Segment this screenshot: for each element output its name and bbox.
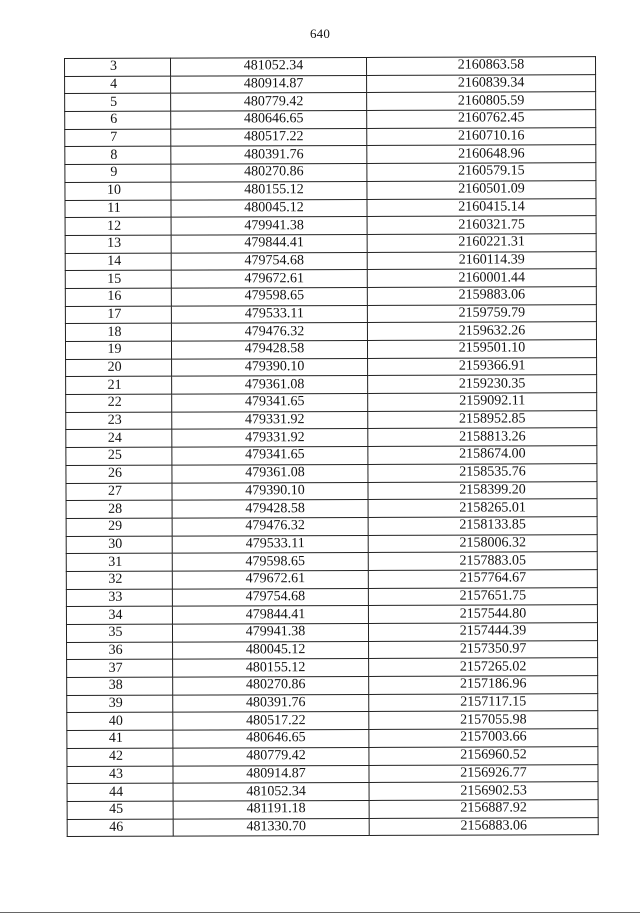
- x-coordinate-cell: 481191.18: [173, 800, 369, 818]
- x-coordinate-cell: 479598.65: [172, 553, 368, 571]
- y-coordinate-cell: 2157265.02: [369, 658, 598, 676]
- table-row: [65, 251, 596, 271]
- y-coordinate-cell: 2159092.11: [368, 393, 597, 411]
- point-number-cell: 25: [66, 447, 172, 465]
- y-coordinate-cell: 2157055.98: [369, 711, 598, 729]
- table-row: [67, 746, 598, 766]
- x-coordinate-cell: 479844.41: [171, 234, 367, 252]
- y-coordinate-cell: 2160415.14: [367, 198, 596, 216]
- x-coordinate-cell: 479428.58: [171, 340, 367, 358]
- table-row: [67, 764, 598, 784]
- table-row: [67, 640, 598, 660]
- table-row: [66, 463, 597, 483]
- point-number-cell: 35: [66, 624, 172, 642]
- y-coordinate-cell: 2159230.35: [368, 375, 597, 393]
- y-coordinate-cell: 2156902.53: [369, 782, 598, 800]
- table-row: [65, 269, 596, 289]
- x-coordinate-cell: 479672.61: [171, 270, 367, 288]
- table-row: [65, 304, 596, 324]
- point-number-cell: 39: [67, 695, 173, 713]
- x-coordinate-cell: 480646.65: [171, 111, 367, 129]
- point-number-cell: 4: [65, 76, 171, 94]
- y-coordinate-cell: 2158399.20: [368, 481, 597, 499]
- table-row: [65, 92, 596, 112]
- y-coordinate-cell: 2159759.79: [367, 304, 596, 322]
- y-coordinate-cell: 2160501.09: [367, 180, 596, 198]
- x-coordinate-cell: 479598.65: [171, 287, 367, 305]
- point-number-cell: 38: [67, 677, 173, 695]
- y-coordinate-cell: 2160839.34: [367, 74, 596, 92]
- x-coordinate-cell: 480517.22: [171, 128, 367, 146]
- table-row: [67, 782, 598, 802]
- table-row: [67, 711, 598, 731]
- table-row: [66, 517, 597, 537]
- y-coordinate-cell: 2158006.32: [368, 534, 597, 552]
- table-row: [66, 623, 597, 643]
- y-coordinate-cell: 2159366.91: [368, 357, 597, 375]
- y-coordinate-cell: 2160710.16: [367, 127, 596, 145]
- point-number-cell: 26: [66, 465, 172, 483]
- x-coordinate-cell: 479476.32: [171, 323, 367, 341]
- y-coordinate-cell: 2159883.06: [367, 287, 596, 305]
- table-row: [66, 357, 597, 377]
- point-number-cell: 33: [66, 589, 172, 607]
- x-coordinate-cell: 479476.32: [172, 517, 368, 535]
- table-row: [67, 817, 598, 837]
- point-number-cell: 20: [66, 359, 172, 377]
- x-coordinate-cell: 481052.34: [173, 783, 369, 801]
- x-coordinate-cell: 480779.42: [171, 93, 367, 111]
- table-row: [65, 180, 596, 200]
- y-coordinate-cell: 2157186.96: [369, 676, 598, 694]
- x-coordinate-cell: 479361.08: [172, 464, 368, 482]
- x-coordinate-cell: 480914.87: [173, 765, 369, 783]
- y-coordinate-cell: 2160579.15: [367, 163, 596, 181]
- point-number-cell: 24: [66, 430, 172, 448]
- y-coordinate-cell: 2158133.85: [368, 517, 597, 535]
- point-number-cell: 41: [67, 730, 173, 748]
- y-coordinate-cell: 2157117.15: [369, 693, 598, 711]
- x-coordinate-cell: 480779.42: [173, 747, 369, 765]
- y-coordinate-cell: 2160001.44: [367, 269, 596, 287]
- point-number-cell: 29: [66, 518, 172, 536]
- table-row: [65, 110, 596, 130]
- y-coordinate-cell: 2160762.45: [367, 110, 596, 128]
- table-row: [67, 800, 598, 820]
- x-coordinate-cell: 479361.08: [172, 376, 368, 394]
- x-coordinate-cell: 479341.65: [172, 394, 368, 412]
- y-coordinate-cell: 2157651.75: [368, 587, 597, 605]
- point-number-cell: 6: [65, 111, 171, 129]
- y-coordinate-cell: 2158674.00: [368, 446, 597, 464]
- table-row: [66, 446, 597, 466]
- point-number-cell: 28: [66, 500, 172, 518]
- x-coordinate-cell: 479533.11: [172, 535, 368, 553]
- point-number-cell: 14: [65, 253, 171, 271]
- table-row: [66, 375, 597, 395]
- table-row: [66, 570, 597, 590]
- table-row: [67, 676, 598, 696]
- point-number-cell: 31: [66, 553, 172, 571]
- y-coordinate-cell: 2157883.05: [368, 552, 597, 570]
- point-number-cell: 34: [66, 606, 172, 624]
- y-coordinate-cell: 2160321.75: [367, 216, 596, 234]
- y-coordinate-cell: 2158952.85: [368, 410, 597, 428]
- point-number-cell: 8: [65, 147, 171, 165]
- y-coordinate-cell: 2159501.10: [367, 340, 596, 358]
- table-row: [65, 57, 596, 77]
- y-coordinate-cell: 2157350.97: [369, 640, 598, 658]
- x-coordinate-cell: 479754.68: [171, 252, 367, 270]
- x-coordinate-cell: 479844.41: [172, 606, 368, 624]
- point-number-cell: 45: [67, 801, 173, 819]
- point-number-cell: 22: [66, 394, 172, 412]
- point-number-cell: 46: [67, 819, 173, 837]
- x-coordinate-cell: 479390.10: [172, 482, 368, 500]
- point-number-cell: 12: [65, 217, 171, 235]
- table-row: [65, 287, 596, 307]
- point-number-cell: 32: [66, 571, 172, 589]
- y-coordinate-cell: 2159632.26: [367, 322, 596, 340]
- table-row: [66, 481, 597, 501]
- y-coordinate-cell: 2160648.96: [367, 145, 596, 163]
- x-coordinate-cell: 480045.12: [173, 641, 369, 659]
- table-row: [66, 587, 597, 607]
- table-row: [65, 145, 596, 165]
- x-coordinate-cell: 480045.12: [171, 199, 367, 217]
- x-coordinate-cell: 479390.10: [172, 358, 368, 376]
- x-coordinate-cell: 480391.76: [173, 694, 369, 712]
- table-row: [66, 410, 597, 430]
- table-row: [65, 216, 596, 236]
- y-coordinate-cell: 2160863.58: [366, 57, 595, 75]
- table-row: [66, 428, 597, 448]
- y-coordinate-cell: 2158813.26: [368, 428, 597, 446]
- table-row: [65, 163, 596, 183]
- x-coordinate-cell: 480646.65: [173, 730, 369, 748]
- point-number-cell: 43: [67, 766, 173, 784]
- table-row: [66, 534, 597, 554]
- point-number-cell: 5: [65, 94, 171, 112]
- x-coordinate-cell: 480155.12: [171, 181, 367, 199]
- point-number-cell: 44: [67, 783, 173, 801]
- table-row: [67, 658, 598, 678]
- y-coordinate-cell: 2160805.59: [367, 92, 596, 110]
- y-coordinate-cell: 2160114.39: [367, 251, 596, 269]
- point-number-cell: 10: [65, 182, 171, 200]
- x-coordinate-cell: 480914.87: [171, 75, 367, 93]
- x-coordinate-cell: 479428.58: [172, 500, 368, 518]
- y-coordinate-cell: 2156926.77: [369, 764, 598, 782]
- point-number-cell: 3: [65, 58, 171, 76]
- point-number-cell: 40: [67, 713, 173, 731]
- point-number-cell: 42: [67, 748, 173, 766]
- x-coordinate-cell: 480517.22: [173, 712, 369, 730]
- point-number-cell: 23: [66, 412, 172, 430]
- page-number: 640: [309, 26, 331, 41]
- point-number-cell: 19: [65, 341, 171, 359]
- y-coordinate-cell: 2157764.67: [368, 570, 597, 588]
- point-number-cell: 15: [65, 270, 171, 288]
- point-number-cell: 36: [67, 642, 173, 660]
- page-bottom-rule: [0, 912, 640, 913]
- x-coordinate-cell: 481052.34: [171, 57, 367, 75]
- table-row: [65, 234, 596, 254]
- point-number-cell: 7: [65, 129, 171, 147]
- x-coordinate-cell: 479941.38: [172, 623, 368, 641]
- x-coordinate-cell: 480391.76: [171, 146, 367, 164]
- point-number-cell: 13: [65, 235, 171, 253]
- table-row: [67, 693, 598, 713]
- x-coordinate-cell: 480270.86: [171, 164, 367, 182]
- coordinates-table-body: [65, 57, 599, 837]
- y-coordinate-cell: 2156887.92: [369, 800, 598, 818]
- coordinates-table: [64, 56, 599, 837]
- table-row: [66, 605, 597, 625]
- point-number-cell: 18: [65, 323, 171, 341]
- x-coordinate-cell: 479331.92: [172, 411, 368, 429]
- point-number-cell: 9: [65, 164, 171, 182]
- y-coordinate-cell: 2158535.76: [368, 463, 597, 481]
- table-row: [66, 552, 597, 572]
- table-row: [66, 393, 597, 413]
- table-row: [67, 729, 598, 749]
- y-coordinate-cell: 2157003.66: [369, 729, 598, 747]
- x-coordinate-cell: 481330.70: [173, 818, 369, 836]
- point-number-cell: 21: [66, 377, 172, 395]
- x-coordinate-cell: 479331.92: [172, 429, 368, 447]
- point-number-cell: 11: [65, 200, 171, 218]
- table-row: [65, 127, 596, 147]
- y-coordinate-cell: 2160221.31: [367, 234, 596, 252]
- point-number-cell: 30: [66, 536, 172, 554]
- point-number-cell: 37: [67, 659, 173, 677]
- table-row: [66, 499, 597, 519]
- x-coordinate-cell: 479533.11: [171, 305, 367, 323]
- table-row: [65, 198, 596, 218]
- y-coordinate-cell: 2157544.80: [368, 605, 597, 623]
- x-coordinate-cell: 480155.12: [173, 659, 369, 677]
- x-coordinate-cell: 479672.61: [172, 570, 368, 588]
- y-coordinate-cell: 2158265.01: [368, 499, 597, 517]
- y-coordinate-cell: 2157444.39: [368, 623, 597, 641]
- x-coordinate-cell: 480270.86: [173, 677, 369, 695]
- y-coordinate-cell: 2156960.52: [369, 746, 598, 764]
- y-coordinate-cell: 2156883.06: [369, 817, 598, 835]
- point-number-cell: 17: [65, 306, 171, 324]
- table-row: [65, 340, 596, 360]
- point-number-cell: 16: [65, 288, 171, 306]
- point-number-cell: 27: [66, 483, 172, 501]
- x-coordinate-cell: 479341.65: [172, 447, 368, 465]
- table-row: [65, 74, 596, 94]
- x-coordinate-cell: 479941.38: [171, 217, 367, 235]
- table-row: [65, 322, 596, 342]
- x-coordinate-cell: 479754.68: [172, 588, 368, 606]
